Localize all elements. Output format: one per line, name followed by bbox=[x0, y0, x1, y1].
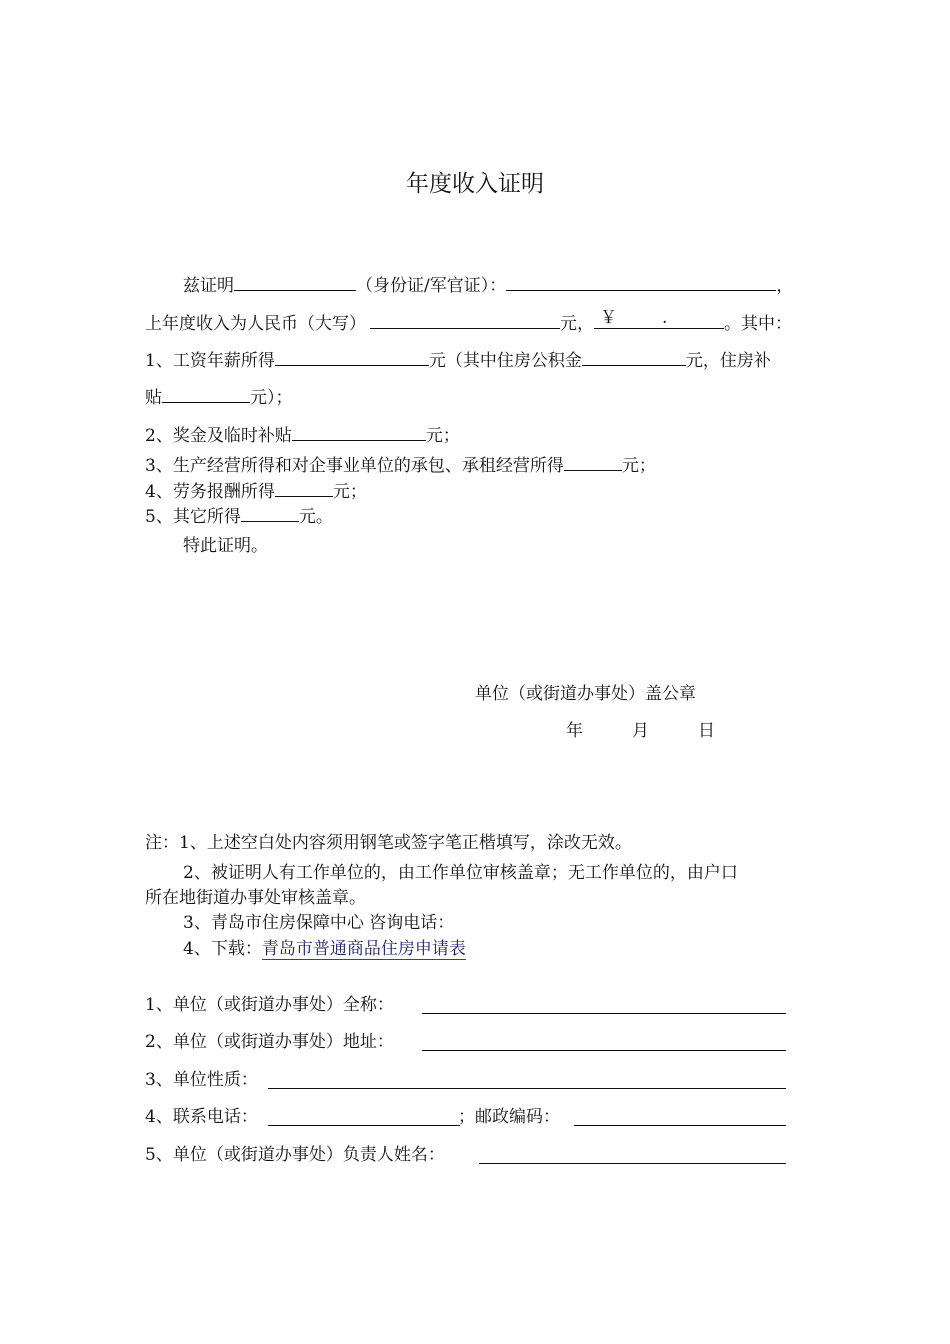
decimal-point: . bbox=[662, 308, 668, 328]
income-label: 上年度收入为人民币（大写） bbox=[145, 314, 366, 334]
salary-label: 1、工资年薪所得 bbox=[145, 351, 275, 371]
cert-label: 兹证明 bbox=[183, 276, 234, 296]
seal-label: 单位（或街道办事处）盖公章 bbox=[475, 684, 696, 704]
housing-fund-label: 元（其中住房公积金 bbox=[428, 351, 582, 371]
comma: ， bbox=[776, 276, 794, 296]
income-uppercase-blank[interactable] bbox=[370, 310, 560, 329]
labor-income-label: 4、劳务报酬所得 bbox=[145, 482, 275, 502]
field-unit-name-label: 1、单位（或街道办事处）全称： bbox=[145, 995, 394, 1015]
cert-line-3 bbox=[145, 347, 771, 372]
name-blank[interactable] bbox=[234, 272, 356, 291]
cert-line-6 bbox=[145, 452, 656, 477]
year-label: 年 bbox=[566, 721, 583, 741]
yuan-label: 元； bbox=[425, 426, 460, 446]
unit-type-blank[interactable] bbox=[268, 1088, 786, 1089]
closing-text: 特此证明。 bbox=[183, 536, 268, 556]
field-unit-address-label: 2、单位（或街道办事处）地址： bbox=[145, 1032, 394, 1052]
field-postcode-label: ；邮政编码： bbox=[458, 1107, 560, 1127]
postcode-blank[interactable] bbox=[574, 1125, 786, 1126]
month-label: 月 bbox=[632, 721, 649, 741]
of-which-label: 。其中： bbox=[724, 314, 792, 334]
housing-subsidy-blank[interactable] bbox=[162, 384, 250, 403]
labor-income-blank[interactable] bbox=[275, 478, 333, 497]
business-income-blank[interactable] bbox=[564, 452, 622, 471]
other-income-blank[interactable] bbox=[241, 503, 299, 522]
housing-fund-blank[interactable] bbox=[582, 347, 686, 366]
day-label: 日 bbox=[698, 721, 715, 741]
yuan-label: 元； bbox=[332, 482, 367, 502]
cert-line-7 bbox=[145, 478, 367, 503]
note-2a: 2、被证明人有工作单位的，由工作单位审核盖章；无工作单位的，由户口 bbox=[183, 863, 738, 883]
note-2b: 所在地街道办事处审核盖章。 bbox=[145, 888, 366, 908]
note-1: 注：1、上述空白处内容须用钢笔或签字笔正楷填写，涂改无效。 bbox=[145, 833, 632, 853]
other-income-label: 5、其它所得 bbox=[145, 507, 241, 527]
download-label: 4、下载： bbox=[183, 939, 262, 959]
cert-line-2 bbox=[145, 310, 792, 335]
date-line bbox=[566, 720, 715, 742]
bonus-label: 2、奖金及临时补贴 bbox=[145, 426, 292, 446]
yen-sign: ￥ bbox=[600, 308, 617, 328]
yuan-close-label: 元）； bbox=[250, 388, 293, 408]
bonus-blank[interactable] bbox=[292, 422, 426, 441]
cert-line-8 bbox=[145, 503, 333, 528]
yuan-label: 元。 bbox=[298, 507, 333, 527]
housing-subsidy-label: 元，住房补 bbox=[685, 351, 771, 371]
yuan-label: 元； bbox=[621, 456, 656, 476]
cert-line-5 bbox=[145, 422, 460, 447]
salary-blank[interactable] bbox=[275, 347, 429, 366]
field-phone-label: 4、联系电话： bbox=[145, 1107, 258, 1127]
application-form-link[interactable]: 青岛市普通商品住房申请表 bbox=[261, 939, 466, 959]
field-head-name-label: 5、单位（或街道办事处）负责人姓名： bbox=[145, 1145, 445, 1165]
cert-line-4 bbox=[145, 384, 293, 409]
document-title: 年度收入证明 bbox=[406, 171, 544, 197]
income-amount-blank[interactable] bbox=[594, 310, 724, 329]
id-number-blank[interactable] bbox=[506, 272, 776, 291]
note-3: 3、青岛市住房保障中心 咨询电话： bbox=[183, 913, 455, 933]
field-unit-type-label: 3、单位性质： bbox=[145, 1070, 258, 1090]
unit-name-blank[interactable] bbox=[422, 1013, 786, 1014]
business-income-label: 3、生产经营所得和对企事业单位的承包、承租经营所得 bbox=[145, 456, 564, 476]
yuan-label: 元， bbox=[560, 314, 594, 334]
phone-blank[interactable] bbox=[268, 1125, 460, 1126]
head-name-blank[interactable] bbox=[479, 1163, 786, 1164]
id-label: （身份证/军官证）： bbox=[356, 276, 507, 296]
subsidy-label: 贴 bbox=[145, 388, 162, 408]
cert-line-1 bbox=[183, 272, 793, 297]
unit-address-blank[interactable] bbox=[422, 1050, 786, 1051]
note-4 bbox=[183, 938, 466, 960]
